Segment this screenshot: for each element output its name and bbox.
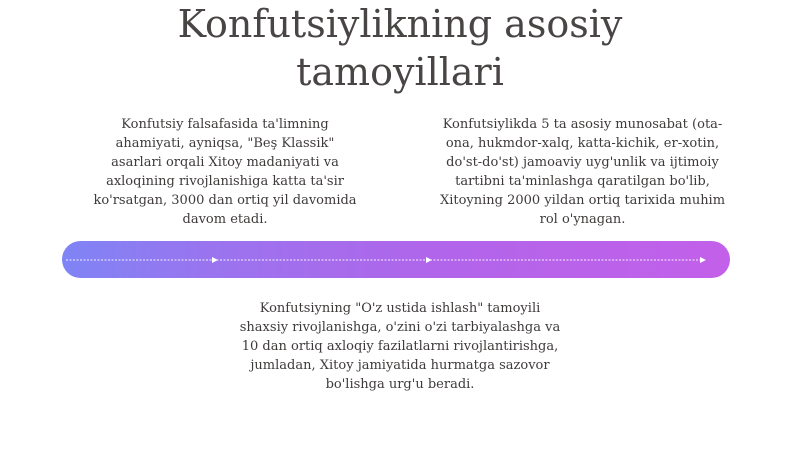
paragraph-bottom: Konfutsiyning "O'z ustida ishlash" tamoyili shaxsiy rivojlanishga, o'zini o'zi tarbiyalashga va 10 dan ortiq axloqiy fazilatlarni rivojlantirishga, jumladan, Xitoy jamiyatida hurmatga sazovor bo'lishga urg'u beradi. <box>239 301 561 392</box>
arrow-icon <box>700 257 706 263</box>
paragraph-right: Konfutsiylikda 5 ta asosiy munosabat (ota- ona, hukmdor-xalq, katta-kichik, er-xotin, do'st-do'st) jamoaviy uyg'unlik va ijtimoiy tartibni ta'minlashga qaratilgan bo'lib, Xitoyning 2000 yildan ortiq tarixida muhim rol o'ynagan. <box>439 117 726 227</box>
arrow-icon <box>212 257 218 263</box>
paragraph-left: Konfutsiy falsafasida ta'limning ahamiyati, ayniqsa, "Beş Klassik" asarlari orqali Xitoy madaniyati va axloqining rivojlanishiga katta ta'sir ko'rsatgan, 3000 dan ortiq yil davomida davom etadi. <box>93 117 357 227</box>
timeline-arrows <box>62 241 730 278</box>
arrow-icon <box>426 257 432 263</box>
slide-title: Konfutsiylikning asosiy tamoyillari <box>177 2 623 94</box>
timeline-bar <box>62 241 730 278</box>
